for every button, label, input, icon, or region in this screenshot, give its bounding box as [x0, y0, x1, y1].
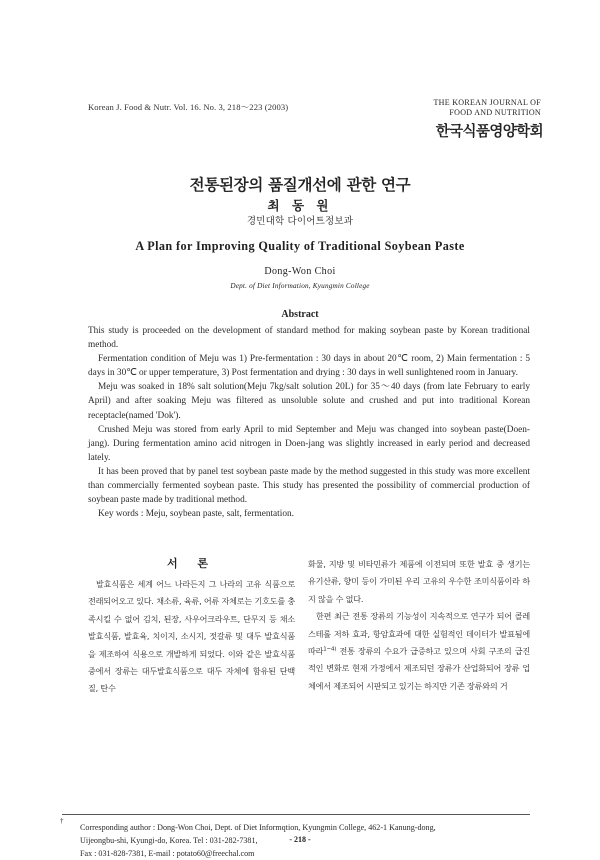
introduction-heading: 서 론	[166, 557, 217, 570]
abstract-paragraph: It has been proved that by panel test soybean paste made by the method suggested in this study was more excellent than commercially fermented soybean paste. This study has presented the possibility of commercial production of soybean paste made by traditional method.	[88, 466, 530, 506]
introduction-paragraph	[308, 608, 530, 695]
footnote-line: Uijeongbu-shi, Kyungi-do, Korea. Tel : 031-282-7381,	[80, 836, 258, 845]
keywords: Key words : Meju, soybean paste, salt, fermentation.	[98, 509, 294, 520]
footnote-line: Fax : 031-828-7381, E-mail : potato60@freechal.com	[80, 849, 255, 858]
author-english: Dong-Won Choi	[264, 266, 336, 277]
abstract-heading: Abstract	[281, 309, 319, 320]
abstract-paragraph: Meju was soaked in 18% salt solution(Meju 7kg/salt solution 20L) for 35～40 days (from late February to early April) and after soaking Meju was filtered as unsoluble solute and crushed and put into traditional Korean receptacle(named 'Dok').	[88, 382, 530, 421]
abstract-paragraph: This study is proceeded on the development of standard method for making soybean paste by Korean traditional method.	[88, 326, 530, 351]
footnote-divider	[62, 814, 530, 815]
journal-name-line-2: FOOD AND NUTRITION	[449, 107, 541, 117]
paragraph-text: 전통 장류의 수요가 급증하고 있으며 사회 구조의 급진적인 변화로 현재 가정에서 제조되던 장류가 산업화되어 장류 업체에서 제조되어 시판되고 있기는 하지만 기존 장류와의 거	[308, 646, 530, 691]
page-number: - 218 -	[289, 835, 311, 844]
journal-name-english	[0, 98, 541, 117]
footnote-line: Corresponding author : Dong-Won Choi, Dept. of Diet Informqtion, Kyungmin College, 462-1 Kanung-dong,	[80, 823, 436, 832]
paragraph-text: 한편 최근 전통 장류의 기능성이 지속적으로 연구가 되어 콜레스테롤 저하 효과, 항암효과에 대한 실험적인 데이터가 발표됨에 따라	[308, 611, 530, 657]
footnote-marker: †	[60, 817, 64, 825]
reference-citation: 1~4)	[323, 646, 337, 653]
journal-name-line-1: THE KOREAN JOURNAL OF	[433, 98, 541, 107]
affiliation-english: Dept. of Diet Information, Kyungmin College	[230, 282, 370, 290]
affiliation-korean: 경민대학 다이어트정보과	[246, 216, 354, 227]
introduction-left-column	[88, 576, 295, 698]
abstract-body	[88, 324, 530, 521]
abstract-paragraph: Fermentation condition of Meju was 1) Pre-fermentation : 30 days in about 20℃ room, 2) Main fermentation : 5 days in 30℃ or upper temperature, 3) Post fermentation and drying : 30 days in well sunlightened room in January.	[88, 354, 530, 379]
abstract-paragraph: Crushed Meju was stored from early April to mid September and Meju was changed into soybean paste(Doen-jang). During fermentation amino acid nitrogen in Doen-jang was slightly increased in early period and decreased lately.	[88, 424, 530, 463]
paper-title-korean: 전통된장의 품질개선에 관한 연구	[189, 176, 411, 194]
journal-citation: Korean J. Food & Nutr. Vol. 16. No. 3, 218～223 (2003)	[88, 102, 289, 112]
introduction-paragraph: 발효식품은 세계 어느 나라든지 그 나라의 고유 식품으로 전래되어오고 있다. 채소류, 육류, 어류 자체로는 기호도를 충족시킬 수 없어 김치, 된장, 사우어크라우트, 단무지 등 채소 발효식품, 발효육, 치이지, 소시지, 젓갈류 및 대두 발효식품을 제조하여 식용으로 개발하게 되었다. 이와 같은 발효식품 중에서 장류는 대두발효식품으로 대두 자체에 함유된 단백질, 탄수	[88, 579, 295, 694]
paper-title-english: A Plan for Improving Quality of Traditional Soybean Paste	[135, 239, 465, 253]
introduction-paragraph: 화물, 지방 및 비타민류가 제품에 이전되며 또한 발효 중 생기는 유기산류, 향미 등이 가미된 우리 고유의 우수한 조미식품이라 하지 않을 수 없다.	[308, 559, 530, 604]
author-korean: 최 동 원	[267, 198, 333, 213]
journal-name-korean: 한국식품영양학회	[435, 124, 543, 140]
introduction-right-column	[308, 556, 530, 695]
